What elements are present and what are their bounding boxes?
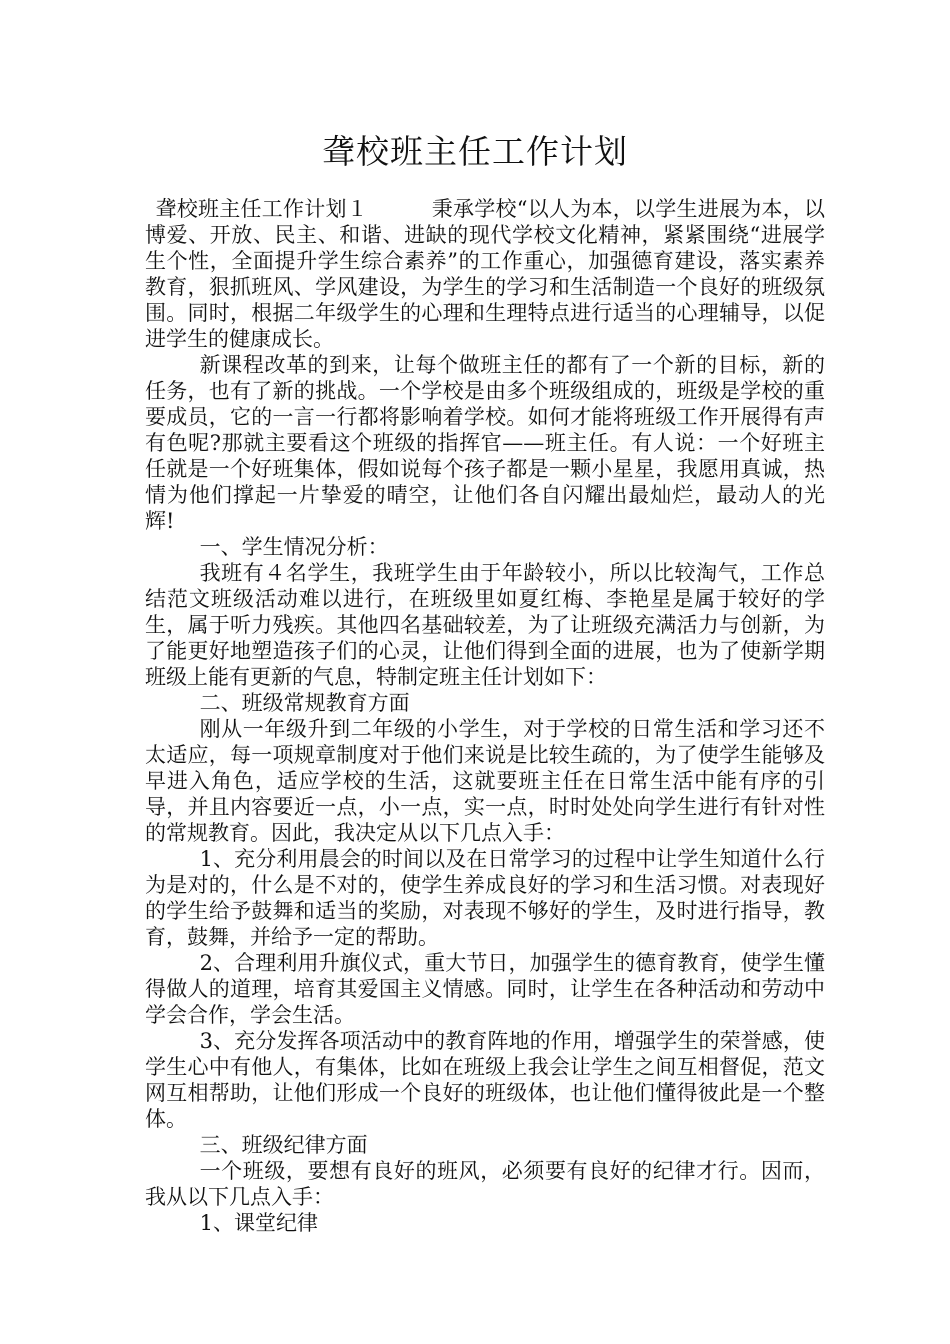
paragraph: 新课程改革的到来，让每个做班主任的都有了一个新的目标，新的任务，也有了新的挑战。一个学校是由多个班级组成的，班级是学校的重要成员，它的一言一行都将影响着学校。如何才能将班级工作开展得有声有色呢?那就主要看这个班级的指挥官——班主任。有人说：一个好班主任就是一个好班集体，假如说每个孩子都是一颗小星星，我愿用真诚，热情为他们撑起一片挚爱的晴空，让他们各自闪耀出最灿烂，最动人的光辉!	[145, 353, 825, 533]
paragraph: 刚从一年级升到二年级的小学生，对于学校的日常生活和学习还不太适应，每一项规章制度对于他们来说是比较生疏的，为了使学生能够及早进入角色，适应学校的生活，这就要班主任在日常生活中能有序的引导，并且内容要近一点，小一点，实一点，时时处处向学生进行有针对性的常规教育。因此，我决定从以下几点入手：	[145, 717, 825, 845]
list-item: 2、合理利用升旗仪式，重大节日，加强学生的德育教育，使学生懂得做人的道理，培育其爱国主义情感。同时，让学生在各种活动和劳动中学会合作，学会生活。	[145, 951, 825, 1027]
list-item: 1、充分利用晨会的时间以及在日常学习的过程中让学生知道什么行为是对的，什么是不对的，使学生养成良好的学习和生活习惯。对表现好的学生给予鼓舞和适当的奖励，对表现不够好的学生，及时进行指导，教育，鼓舞，并给予一定的帮助。	[145, 847, 825, 949]
list-item: 3、充分发挥各项活动中的教育阵地的作用，增强学生的荣誉感，使学生心中有他人，有集体，比如在班级上我会让学生之间互相督促，范文网互相帮助，让他们形成一个良好的班级体，也让他们懂得彼此是一个整体。	[145, 1029, 825, 1131]
section-heading: 二、班级常规教育方面	[199, 691, 410, 715]
sub-heading: 1、课堂纪律	[199, 1211, 318, 1235]
document-body	[145, 196, 825, 1236]
page-title: 聋校班主任工作计划	[322, 132, 628, 171]
paragraph: 我班有４名学生，我班学生由于年龄较小，所以比较淘气，工作总结范文班级活动难以进行，在班级里如夏红梅、李艳星是属于较好的学生，属于听力残疾。其他四名基础较差，为了让班级充满活力与创新，为了能更好地塑造孩子们的心灵，让他们得到全面的进展，也为了使新学期班级上能有更新的气息，特制定班主任计划如下：	[145, 561, 825, 689]
section-heading: 三、班级纪律方面	[199, 1133, 368, 1157]
section-heading: 一、学生情况分析：	[199, 535, 389, 559]
paragraph-intro: 聋校班主任工作计划１ 秉承学校“以人为本，以学生进展为本，以博爱、开放、民主、和谐、进缺的现代学校文化精神，紧紧围绕“进展学生个性，全面提升学生综合素养”的工作重心，加强德育建设，落实素养教育，狠抓班风、学风建设，为学生的学习和生活制造一个良好的班级氛围。同时，根据二年级学生的心理和生理特点进行适当的心理辅导，以促进学生的健康成长。	[145, 197, 825, 351]
paragraph: 一个班级，要想有良好的班风，必须要有良好的纪律才行。因而，我从以下几点入手：	[145, 1159, 825, 1209]
